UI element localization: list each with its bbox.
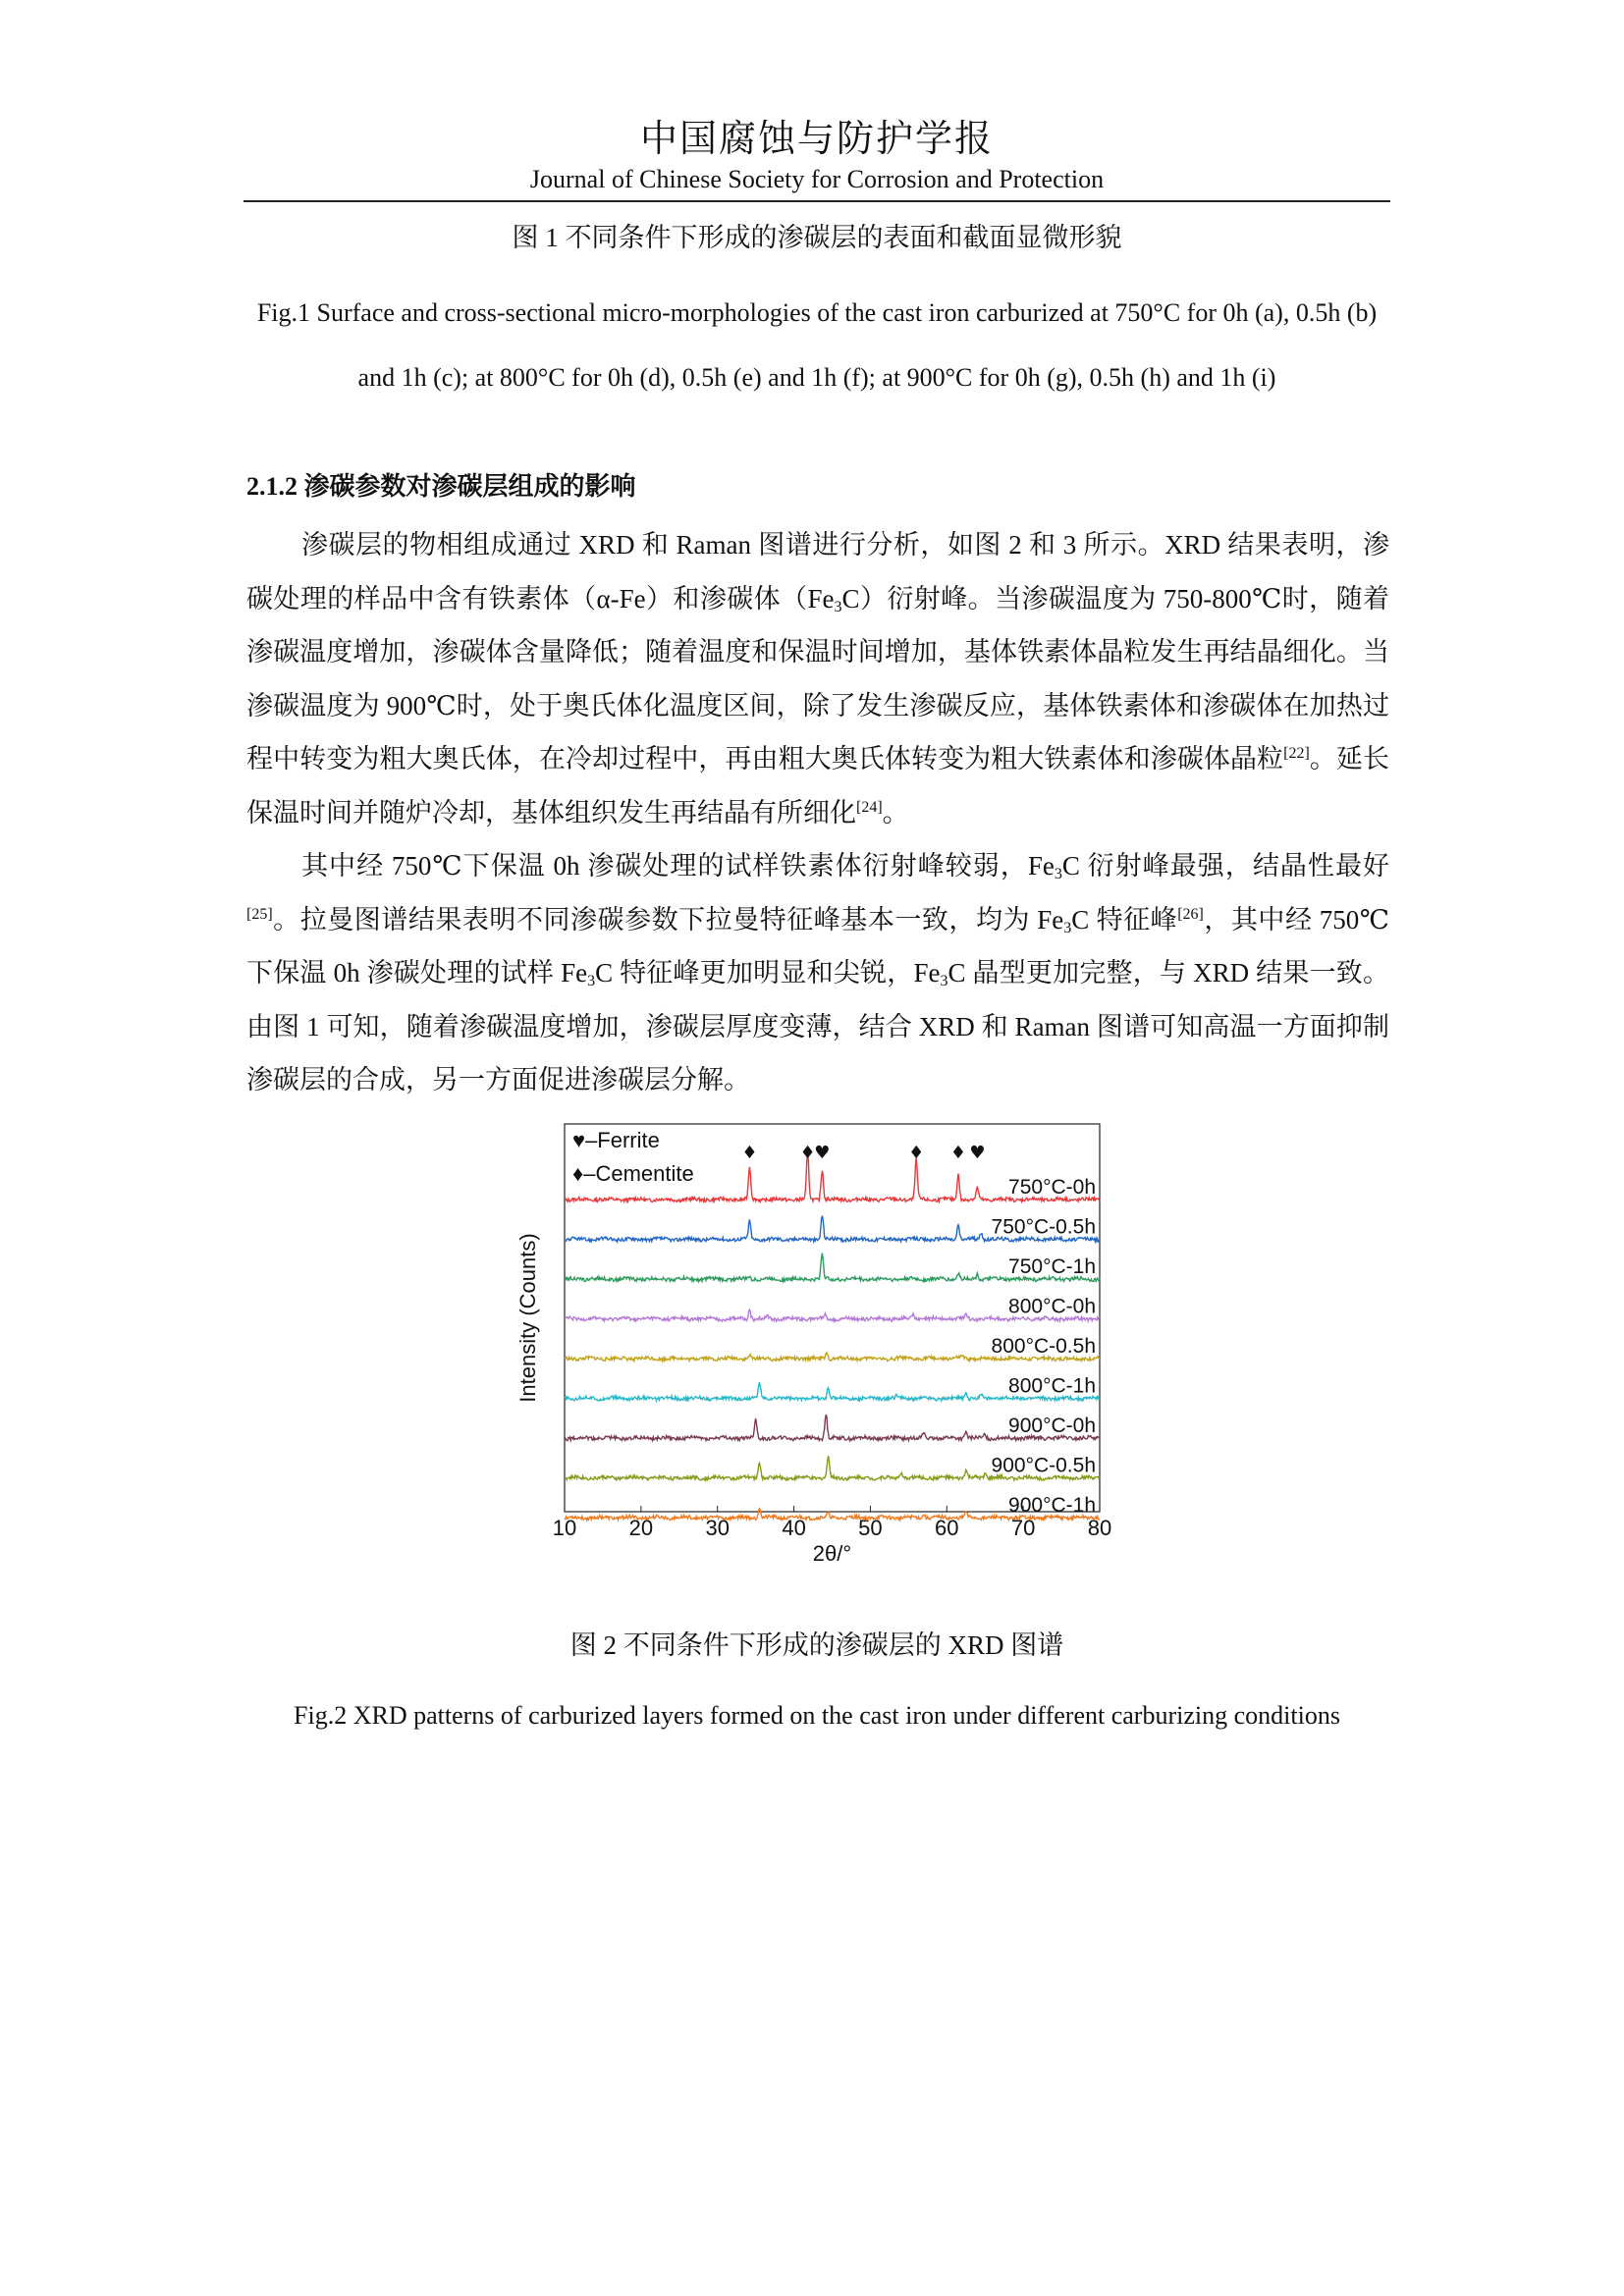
series-label: 900°C-0h	[1008, 1415, 1096, 1437]
citation-24[interactable]: [24]	[856, 798, 883, 816]
peak-marker: ♦	[799, 1143, 816, 1163]
series-label: 900°C-1h	[1008, 1494, 1096, 1517]
x-tick-label: 20	[628, 1516, 654, 1540]
p2-text-d: C 特征峰	[1071, 904, 1178, 934]
p2-text-a: 其中经 750℃下保温 0h 渗碳处理的试样铁素体衍射峰较弱，Fe	[301, 851, 1055, 881]
p1-text-c: 。延长保温时间并随炉冷却，基体组织发生再结晶有所细化	[246, 744, 1390, 828]
p2-text-g: C 晶型更加完整，与 XRD 结果一致。由图 1 可知，随着渗碳温度增加，渗碳层厚度变薄，结合 XRD 和 Raman 图谱可知高温一方面抑制渗碳层的合成，另一方面促进渗碳层分解。	[246, 958, 1390, 1095]
p2-sub-1: 3	[1054, 866, 1062, 882]
p2-text-e: ，其中经 750℃下保温 0h 渗碳处理的试样 Fe	[246, 904, 1390, 988]
p2-sub-2: 3	[1063, 919, 1072, 936]
fig1-caption-cn: 图 1 不同条件下形成的渗碳层的表面和截面显微形貌	[512, 223, 1122, 252]
x-tick-label: 80	[1087, 1516, 1112, 1540]
header-rule	[244, 200, 1390, 202]
peak-marker: ♦	[949, 1143, 967, 1163]
x-tick-label: 40	[782, 1516, 806, 1540]
series-label: 750°C-1h	[1008, 1255, 1096, 1278]
peak-marker: ♥	[814, 1143, 831, 1163]
p2-sub-3: 3	[587, 973, 596, 989]
x-tick-label: 10	[552, 1516, 577, 1540]
peak-marker: ♥	[969, 1143, 986, 1163]
journal-title-cn: 中国腐蚀与防护学报	[639, 117, 994, 160]
p1-sub: 3	[834, 598, 842, 615]
fig2-caption-en: Fig.2 XRD patterns of carburized layers formed on the cast iron under different carburizing conditions	[294, 1701, 1340, 1730]
fig1-caption-en: Fig.1 Surface and cross-sectional micro-morphologies of the cast iron carburized at 750°C for 0h (a), 0.5h (b) and 1h (c); at 800°C for 0h (d), 0.5h (e) and 1h (f); at 900°C for 0h (g), 0.5h (h) and 1h (i)	[256, 298, 1378, 392]
xrd-chart-svg	[511, 1119, 1119, 1620]
series-label: 800°C-0.5h	[991, 1335, 1096, 1358]
y-axis-label: Intensity (Counts)	[515, 1233, 540, 1403]
section-heading: 2.1.2 渗碳参数对渗碳层组成的影响	[246, 472, 636, 501]
citation-22[interactable]: [22]	[1283, 745, 1310, 762]
x-tick-label: 60	[935, 1516, 959, 1540]
paragraph-1	[246, 518, 1389, 839]
journal-header	[244, 116, 1390, 194]
p1-text-b: C）衍射峰。当渗碳温度为 750-800℃时，随着渗碳温度增加，渗碳体含量降低；随着温度和保温时间增加，基体铁素体晶粒发生再结晶细化。当渗碳温度为 900℃时，处于奥氏体化温度区间，除了发生渗碳反应，基体铁素体和渗碳体在加热过程中转变为粗大奥氏体，在冷却过程中，再由粗大奥氏体转变为粗大铁素体和渗碳体晶粒	[246, 583, 1390, 774]
p1-text-a: 渗碳层的物相组成通过 XRD 和 Raman 图谱进行分析，如图 2 和 3 所示。XRD 结果表明，渗碳处理的样品中含有铁素体（α-Fe）和渗碳体（Fe	[246, 530, 1389, 614]
paragraph-2	[246, 839, 1389, 1107]
citation-26[interactable]: [26]	[1177, 905, 1204, 923]
p2-text-b: C 衍射峰最强，结晶性最好	[1061, 851, 1390, 881]
fig2-caption-cn: 图 2 不同条件下形成的渗碳层的 XRD 图谱	[569, 1630, 1064, 1660]
series-label: 900°C-0.5h	[991, 1454, 1096, 1477]
series-label: 750°C-0h	[1008, 1176, 1096, 1199]
legend-entry: ♦–Cementite	[572, 1161, 694, 1186]
p1-text-d: 。	[882, 797, 909, 828]
x-tick-label: 50	[858, 1516, 883, 1540]
series-label: 750°C-0.5h	[991, 1215, 1096, 1239]
series-label: 800°C-0h	[1008, 1295, 1096, 1318]
citation-25[interactable]: [25]	[246, 905, 273, 923]
x-tick-label: 70	[1010, 1516, 1036, 1540]
peak-marker: ♦	[908, 1143, 925, 1163]
p2-sub-4: 3	[940, 973, 948, 989]
peak-marker: ♦	[741, 1143, 758, 1163]
x-tick-label: 30	[705, 1516, 730, 1540]
legend-entry: ♥–Ferrite	[572, 1128, 660, 1152]
series-label: 800°C-1h	[1008, 1374, 1096, 1398]
p2-text-c: 。拉曼图谱结果表明不同渗碳参数下拉曼特征峰基本一致，均为 Fe	[272, 904, 1064, 934]
journal-title-en: Journal of Chinese Society for Corrosion and Protection	[529, 165, 1105, 193]
xrd-chart	[511, 1119, 1119, 1620]
p2-text-f: C 特征峰更加明显和尖锐，Fe	[595, 958, 941, 988]
x-axis-label: 2θ/°	[812, 1541, 852, 1566]
